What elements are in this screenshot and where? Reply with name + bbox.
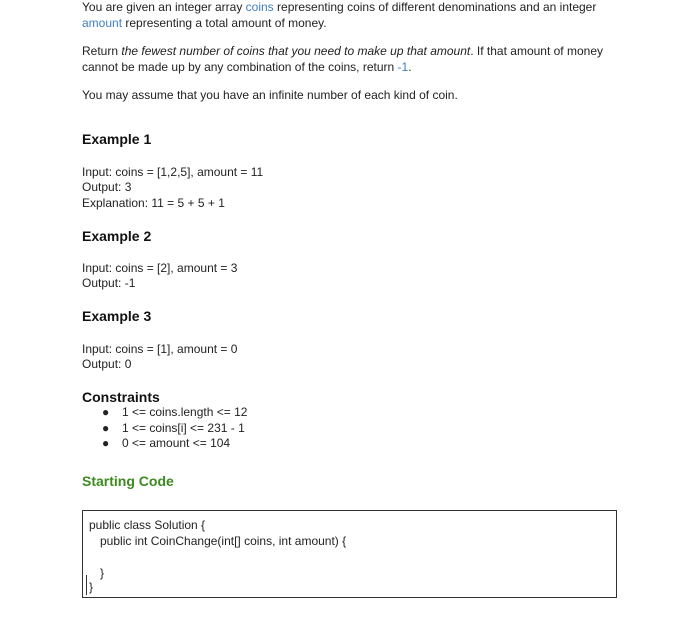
intro-text: Return — [82, 44, 122, 58]
list-item — [82, 405, 247, 421]
example-3-title: Example 3 — [82, 308, 152, 324]
example-1-output: Output: 3 — [82, 180, 132, 194]
intro-paragraph-2 — [82, 44, 622, 75]
list-item — [82, 436, 247, 452]
bullet-icon: ● — [102, 420, 110, 435]
starting-code-title: Starting Code — [82, 473, 174, 489]
code-term-amount: amount — [82, 15, 123, 30]
code-block — [82, 510, 617, 598]
intro-text: representing a total amount of money. — [122, 15, 327, 30]
bullet-icon: ● — [102, 436, 110, 450]
list-item — [82, 421, 247, 437]
constraints-list — [82, 405, 247, 452]
constraint-text: 1 <= coins.length <= 12 — [122, 405, 248, 419]
intro-text: . If that amount of money cannot be made up by any combination of the coins, return — [82, 44, 603, 74]
intro-paragraph-1 — [82, 0, 622, 31]
code-term-minus-one: -1 — [397, 59, 409, 74]
example-1-explanation: Explanation: 11 = 5 + 5 + 1 — [82, 196, 225, 210]
code-cursor-line — [86, 575, 87, 595]
code-line: } — [100, 566, 105, 580]
code-line: public int CoinChange(int[] coins, int amount) { — [100, 534, 347, 548]
example-2-input: Input: coins = [2], amount = 3 — [82, 261, 238, 275]
constraints-title: Constraints — [82, 389, 160, 405]
example-3-output: Output: 0 — [82, 357, 132, 371]
code-term-coins: coins — [245, 0, 274, 14]
example-2-title: Example 2 — [82, 228, 152, 244]
example-2-output: Output: -1 — [82, 276, 136, 290]
intro-emphasis: the fewest number of coins that you need to make up that amount — [121, 44, 471, 58]
example-1-title: Example 1 — [82, 131, 152, 147]
example-3-input: Input: coins = [1], amount = 0 — [82, 342, 238, 356]
intro-paragraph-3: You may assume that you have an infinite number of each kind of coin. — [82, 88, 458, 102]
example-1-input: Input: coins = [1,2,5], amount = 11 — [82, 165, 264, 179]
constraint-text: 1 <= coins[i] <= 231 - 1 — [122, 420, 245, 435]
intro-text: representing coins of different denominations and an integer — [273, 0, 597, 14]
intro-text: . — [408, 59, 412, 74]
intro-text: You are given an integer array — [82, 0, 246, 14]
code-line: public class Solution { — [89, 518, 206, 532]
bullet-icon: ● — [102, 405, 110, 419]
code-line: } — [89, 580, 94, 594]
constraint-text: 0 <= amount <= 104 — [122, 436, 231, 450]
